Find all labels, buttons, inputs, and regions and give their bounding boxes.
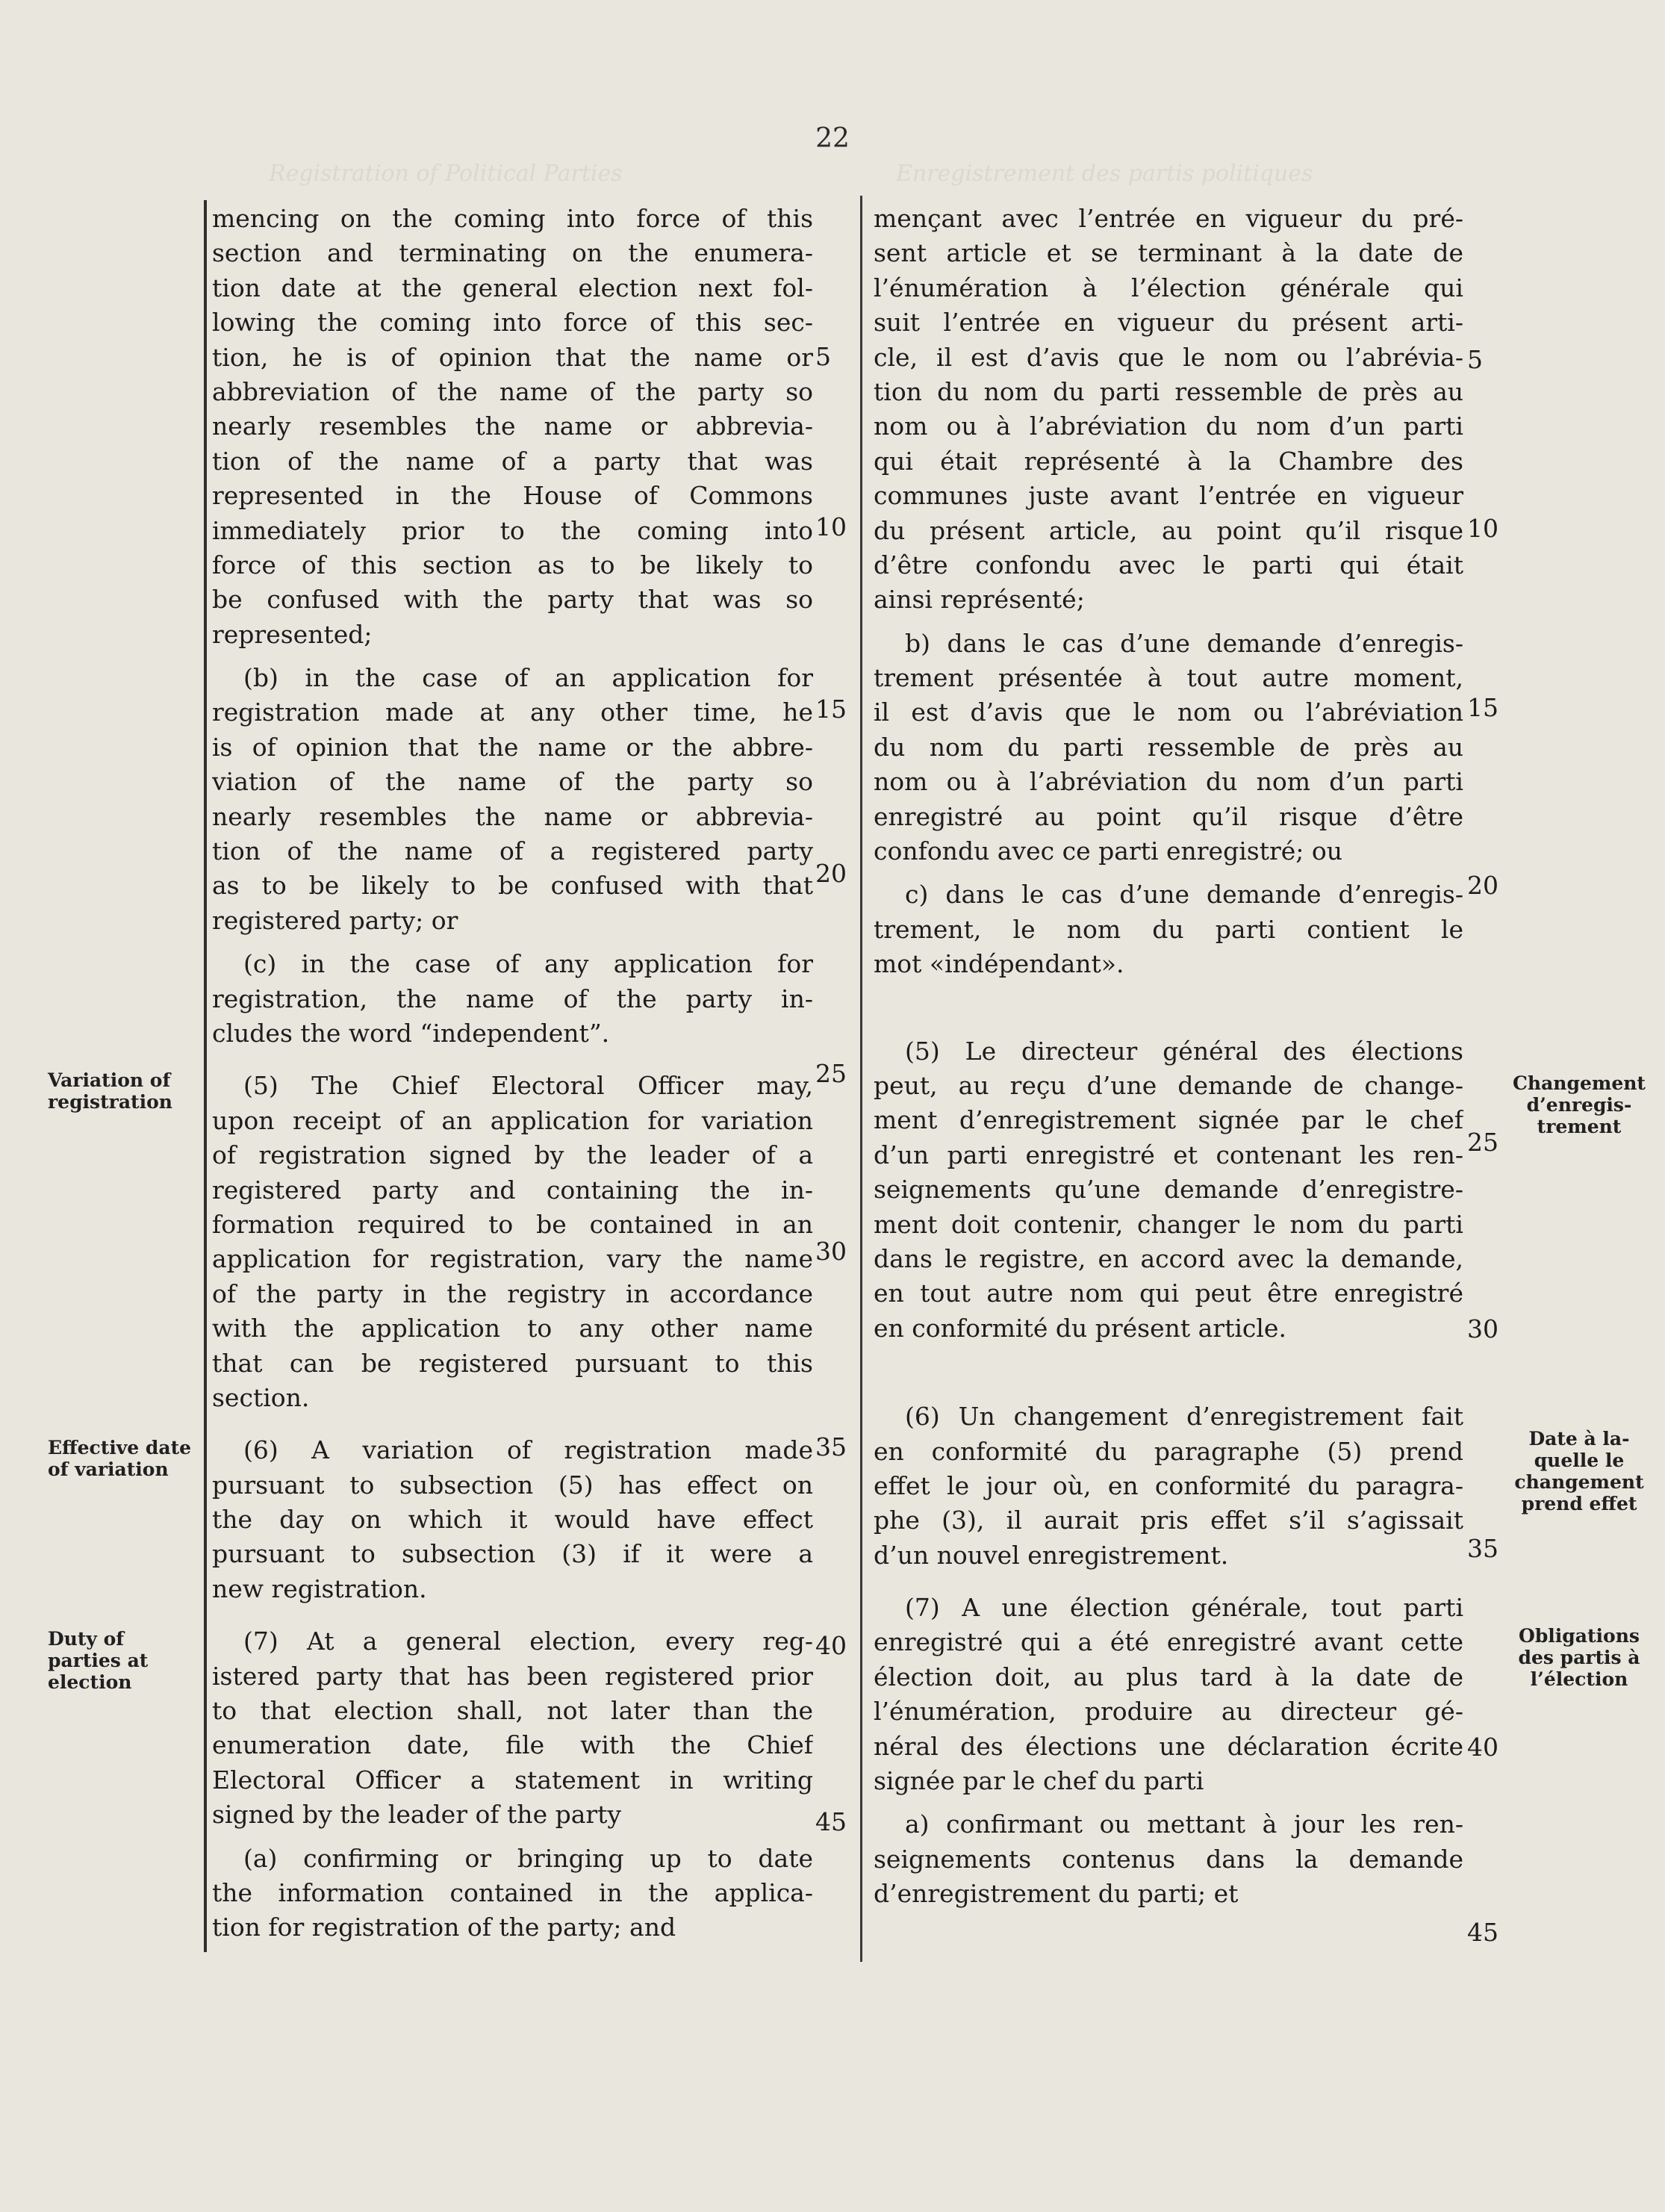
line-number: 35 xyxy=(1467,1534,1498,1563)
text-line: the day on which it would have effect xyxy=(212,1505,813,1535)
text-line: that can be registered pursuant to this xyxy=(212,1348,813,1378)
text-line: en conformité du paragraphe (5) prend xyxy=(874,1436,1463,1466)
text-line: d’être confondu avec le parti qui était xyxy=(874,550,1463,580)
text-line: qui était représenté à la Chambre des xyxy=(874,446,1463,476)
text-line: seignements contenus dans la demande xyxy=(874,1844,1463,1874)
text-line: represented in the House of Commons xyxy=(212,481,813,511)
marginal-note-changement: Changement d’enregis-trement xyxy=(1513,1072,1646,1137)
text-line: section and terminating on the enumera- xyxy=(212,238,813,268)
line-number: 20 xyxy=(815,859,847,888)
text-line: trement, le nom du parti contient le xyxy=(874,914,1463,944)
subsection-5-start: (5) The Chief Electoral Officer may, xyxy=(243,1071,813,1101)
text-line: nearly resembles the name or abbrevia- xyxy=(212,801,813,831)
text-line: ment doit contenir, changer le nom du parti xyxy=(874,1209,1463,1239)
text-line: trement présentée à tout autre moment, xyxy=(874,663,1463,693)
text-line: phe (3), il aurait pris effet s’il s’agissait xyxy=(874,1506,1463,1535)
paragraph-c-start: (c) in the case of any application for xyxy=(243,949,813,979)
text-line: nom ou à l’abréviation du nom d’un parti xyxy=(874,411,1463,441)
text-line: tion du nom du parti ressemble de près au xyxy=(874,376,1463,406)
text-line: pursuant to subsection (5) has effect on xyxy=(212,1470,813,1500)
text-line: nom ou à l’abréviation du nom d’un parti xyxy=(874,767,1463,797)
subsection-5-start-fr: (5) Le directeur général des élections xyxy=(905,1036,1463,1066)
text-line: of the party in the registry in accordance xyxy=(212,1279,813,1308)
line-number: 45 xyxy=(815,1807,847,1836)
marginal-note-obligations: Obligations des partis à l’élection xyxy=(1518,1625,1640,1690)
marginal-note-variation: Variation of registration xyxy=(48,1069,172,1113)
text-line: il est d’avis que le nom ou l’abréviation xyxy=(874,698,1463,727)
subsection-7-start-fr: (7) A une élection générale, tout parti xyxy=(905,1593,1463,1623)
line-number: 45 xyxy=(1467,1918,1498,1947)
text-line: enregistré qui a été enregistré avant cette xyxy=(874,1627,1463,1657)
paragraph-a-start-fr: a) confirmant ou mettant à jour les ren- xyxy=(905,1809,1463,1839)
text-line: d’enregistrement du parti; et xyxy=(874,1879,1239,1909)
paragraph-c-start-fr: c) dans le cas d’une demande d’enregis- xyxy=(905,880,1463,910)
text-line: tion for registration of the party; and xyxy=(212,1913,676,1942)
text-line: abbreviation of the name of the party so xyxy=(212,376,813,406)
text-line: néral des élections une déclaration écrite xyxy=(874,1731,1463,1761)
text-line: tion of the name of a party that was xyxy=(212,446,813,476)
marginal-note-duty: Duty of parties at election xyxy=(48,1628,149,1693)
text-line: lowing the coming into force of this sec- xyxy=(212,308,813,338)
text-line: with the application to any other name xyxy=(212,1314,813,1343)
text-line: to that election shall, not later than the xyxy=(212,1696,813,1726)
text-line: du présent article, au point qu’il risque xyxy=(874,515,1463,545)
text-line: cle, il est d’avis que le nom ou l’abrévia- xyxy=(874,342,1463,372)
text-line: istered party that has been registered prior xyxy=(212,1661,813,1691)
subsection-7-start: (7) At a general election, every reg- xyxy=(243,1627,813,1656)
text-line: confondu avec ce parti enregistré; ou xyxy=(874,836,1342,866)
text-line: tion, he is of opinion that the name or xyxy=(212,342,813,372)
text-line: pursuant to subsection (3) if it were a xyxy=(212,1539,813,1569)
text-line: nearly resembles the name or abbrevia- xyxy=(212,411,813,441)
line-number: 40 xyxy=(1467,1733,1498,1762)
text-line: signed by the leader of the party xyxy=(212,1800,622,1830)
text-line: seignements qu’une demande d’enregistre- xyxy=(874,1175,1463,1205)
line-number: 15 xyxy=(1467,693,1498,722)
line-number: 20 xyxy=(1467,871,1498,900)
text-line: enumeration date, file with the Chief xyxy=(212,1730,813,1760)
text-line: viation of the name of the party so xyxy=(212,767,813,797)
text-line: the information contained in the applica- xyxy=(212,1877,813,1907)
text-line: as to be likely to be confused with that xyxy=(212,871,813,901)
text-line: mençant avec l’entrée en vigueur du pré- xyxy=(874,204,1463,233)
text-line: be confused with the party that was so xyxy=(212,585,813,615)
text-line: en tout autre nom qui peut être enregistré xyxy=(874,1279,1463,1308)
text-line: d’un parti enregistré et contenant les ren- xyxy=(874,1140,1463,1169)
french-column xyxy=(874,202,1463,1912)
line-number: 35 xyxy=(815,1432,847,1461)
left-margin-rule xyxy=(204,200,207,1952)
text-line: section. xyxy=(212,1382,310,1412)
line-number: 10 xyxy=(815,512,847,541)
text-line: ainsi représenté; xyxy=(874,585,1085,615)
line-number: 5 xyxy=(815,342,831,371)
text-line: registered party and containing the in- xyxy=(212,1175,813,1205)
text-line: communes juste avant l’entrée en vigueur xyxy=(874,481,1463,511)
text-line: mencing on the coming into force of this xyxy=(212,204,813,233)
text-line: registration made at any other time, he xyxy=(212,698,813,727)
text-line: en conformité du présent article. xyxy=(874,1313,1286,1343)
text-line: of registration signed by the leader of a xyxy=(212,1140,813,1170)
text-line: immediately prior to the coming into xyxy=(212,515,813,545)
text-line: cludes the word “independent”. xyxy=(212,1018,610,1048)
text-line: is of opinion that the name or the abbre- xyxy=(212,732,813,762)
marginal-note-date-effet: Date à la-quelle le changement prend effet xyxy=(1514,1428,1644,1514)
text-line: suit l’entrée en vigueur du présent arti- xyxy=(874,308,1463,338)
text-line: sent article et se terminant à la date de xyxy=(874,238,1463,268)
text-line: new registration. xyxy=(212,1573,427,1603)
text-line: enregistré au point qu’il risque d’être xyxy=(874,801,1463,831)
line-number: 30 xyxy=(1467,1314,1498,1343)
text-line: effet le jour où, en conformité du paragra- xyxy=(874,1470,1463,1500)
text-line: du nom du parti ressemble de près au xyxy=(874,732,1463,762)
line-number: 10 xyxy=(1467,514,1498,543)
text-line: peut, au reçu d’une demande de change- xyxy=(874,1070,1463,1100)
text-line: signée par le chef du parti xyxy=(874,1766,1204,1796)
line-number: 40 xyxy=(815,1631,847,1660)
text-line: force of this section as to be likely to xyxy=(212,550,813,580)
bleed-through-heading-en: Registration of Political Parties xyxy=(269,161,623,187)
center-column-rule xyxy=(860,196,862,1962)
text-line: élection doit, au plus tard à la date de xyxy=(874,1662,1463,1691)
text-line: Electoral Officer a statement in writing xyxy=(212,1765,813,1795)
line-number: 15 xyxy=(815,695,847,724)
subsection-6-start-fr: (6) Un changement d’enregistrement fait xyxy=(905,1402,1463,1432)
text-line: mot «indépendant». xyxy=(874,949,1124,979)
text-line: dans le registre, en accord avec la demande, xyxy=(874,1243,1463,1273)
paragraph-a-start: (a) confirming or bringing up to date xyxy=(243,1843,813,1873)
paragraph-b-start: (b) in the case of an application for xyxy=(243,663,813,693)
text-line: ment d’enregistrement signée par le chef xyxy=(874,1105,1463,1135)
line-number: 25 xyxy=(1467,1128,1498,1157)
text-line: l’énumération, produire au directeur gé- xyxy=(874,1697,1463,1727)
subsection-6-start: (6) A variation of registration made xyxy=(243,1435,813,1465)
text-line: formation required to be contained in an xyxy=(212,1209,813,1239)
text-line: d’un nouvel enregistrement. xyxy=(874,1540,1229,1570)
text-line: registration, the name of the party in- xyxy=(212,984,813,1013)
text-line: l’énumération à l’élection générale qui xyxy=(874,273,1463,302)
paragraph-b-start-fr: b) dans le cas d’une demande d’enregis- xyxy=(905,628,1463,658)
text-line: represented; xyxy=(212,619,373,649)
text-line: application for registration, vary the name xyxy=(212,1244,813,1274)
line-number: 5 xyxy=(1467,345,1483,374)
text-line: tion of the name of a registered party xyxy=(212,836,813,866)
text-line: registered party; or xyxy=(212,905,458,935)
bleed-through-heading-fr: Enregistrement des partis politiques xyxy=(896,161,1313,187)
text-line: tion date at the general election next fol- xyxy=(212,273,813,302)
text-line: upon receipt of an application for variation xyxy=(212,1105,813,1135)
marginal-note-effective-date: Effective date of variation xyxy=(48,1437,192,1480)
english-column xyxy=(212,202,813,1945)
line-number: 30 xyxy=(815,1237,847,1266)
line-number: 25 xyxy=(815,1059,847,1088)
page-number: 22 xyxy=(815,123,850,154)
